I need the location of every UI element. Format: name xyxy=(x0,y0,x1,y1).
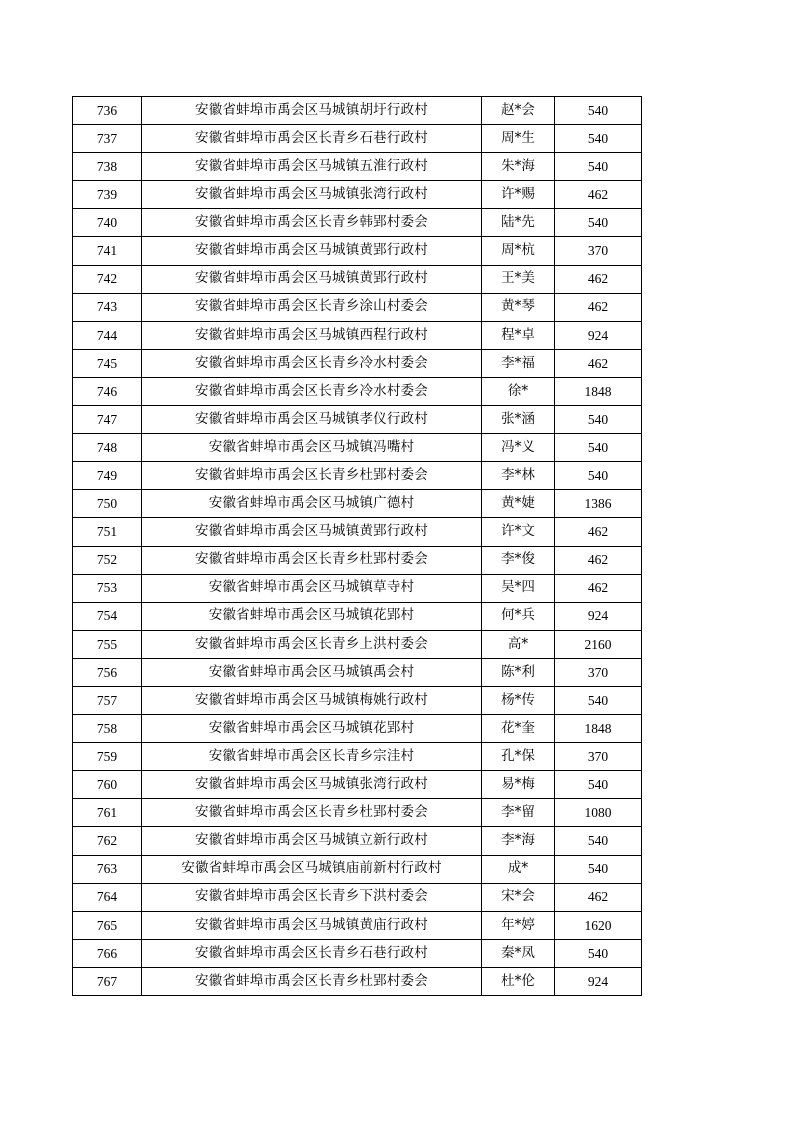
amount-cell: 1848 xyxy=(555,715,642,743)
row-number-cell: 747 xyxy=(73,406,142,434)
address-cell: 安徽省蚌埠市禹会区马城镇庙前新村行政村 xyxy=(142,855,482,883)
amount-cell: 1848 xyxy=(555,377,642,405)
address-cell: 安徽省蚌埠市禹会区长青乡上洪村委会 xyxy=(142,630,482,658)
amount-cell: 462 xyxy=(555,518,642,546)
row-number-cell: 765 xyxy=(73,911,142,939)
address-cell: 安徽省蚌埠市禹会区马城镇张湾行政村 xyxy=(142,181,482,209)
recipient-name-cell: 许*赐 xyxy=(482,181,555,209)
table-row xyxy=(73,153,642,181)
row-number-cell: 756 xyxy=(73,658,142,686)
table-row xyxy=(73,967,642,995)
address-cell: 安徽省蚌埠市禹会区马城镇黄郢行政村 xyxy=(142,237,482,265)
row-number-cell: 750 xyxy=(73,490,142,518)
recipient-name-cell: 易*梅 xyxy=(482,771,555,799)
table-row xyxy=(73,771,642,799)
address-cell: 安徽省蚌埠市禹会区长青乡石巷行政村 xyxy=(142,939,482,967)
table-row xyxy=(73,209,642,237)
recipient-name-cell: 周*生 xyxy=(482,125,555,153)
row-number-cell: 762 xyxy=(73,827,142,855)
address-cell: 安徽省蚌埠市禹会区马城镇张湾行政村 xyxy=(142,771,482,799)
address-cell: 安徽省蚌埠市禹会区马城镇禹会村 xyxy=(142,658,482,686)
amount-cell: 540 xyxy=(555,827,642,855)
address-cell: 安徽省蚌埠市禹会区长青乡杜郢村委会 xyxy=(142,799,482,827)
row-number-cell: 742 xyxy=(73,265,142,293)
table-row xyxy=(73,855,642,883)
row-number-cell: 741 xyxy=(73,237,142,265)
recipient-name-cell: 许*文 xyxy=(482,518,555,546)
address-cell: 安徽省蚌埠市禹会区马城镇花郢村 xyxy=(142,602,482,630)
amount-cell: 540 xyxy=(555,686,642,714)
address-cell: 安徽省蚌埠市禹会区马城镇立新行政村 xyxy=(142,827,482,855)
address-cell: 安徽省蚌埠市禹会区长青乡杜郢村委会 xyxy=(142,967,482,995)
row-number-cell: 751 xyxy=(73,518,142,546)
amount-cell: 540 xyxy=(555,771,642,799)
row-number-cell: 760 xyxy=(73,771,142,799)
table-row xyxy=(73,658,642,686)
recipient-name-cell: 程*卓 xyxy=(482,321,555,349)
table-row xyxy=(73,743,642,771)
recipient-name-cell: 年*婷 xyxy=(482,911,555,939)
recipient-name-cell: 孔*保 xyxy=(482,743,555,771)
address-cell: 安徽省蚌埠市禹会区马城镇草寺村 xyxy=(142,574,482,602)
row-number-cell: 746 xyxy=(73,377,142,405)
table-row xyxy=(73,293,642,321)
table-row xyxy=(73,265,642,293)
amount-cell: 370 xyxy=(555,658,642,686)
table-row xyxy=(73,939,642,967)
amount-cell: 924 xyxy=(555,602,642,630)
amount-cell: 540 xyxy=(555,855,642,883)
amount-cell: 370 xyxy=(555,237,642,265)
amount-cell: 540 xyxy=(555,209,642,237)
recipient-name-cell: 高* xyxy=(482,630,555,658)
row-number-cell: 761 xyxy=(73,799,142,827)
amount-cell: 540 xyxy=(555,406,642,434)
table-row xyxy=(73,546,642,574)
address-cell: 安徽省蚌埠市禹会区长青乡下洪村委会 xyxy=(142,883,482,911)
amount-cell: 1620 xyxy=(555,911,642,939)
recipient-name-cell: 成* xyxy=(482,855,555,883)
amount-cell: 370 xyxy=(555,743,642,771)
table-row xyxy=(73,377,642,405)
address-cell: 安徽省蚌埠市禹会区长青乡石巷行政村 xyxy=(142,125,482,153)
row-number-cell: 743 xyxy=(73,293,142,321)
recipient-name-cell: 杜*伦 xyxy=(482,967,555,995)
recipient-name-cell: 冯*义 xyxy=(482,434,555,462)
address-cell: 安徽省蚌埠市禹会区马城镇花郢村 xyxy=(142,715,482,743)
address-cell: 安徽省蚌埠市禹会区长青乡杜郢村委会 xyxy=(142,462,482,490)
address-cell: 安徽省蚌埠市禹会区马城镇黄郢行政村 xyxy=(142,518,482,546)
address-cell: 安徽省蚌埠市禹会区马城镇广德村 xyxy=(142,490,482,518)
amount-cell: 2160 xyxy=(555,630,642,658)
address-cell: 安徽省蚌埠市禹会区长青乡宗洼村 xyxy=(142,743,482,771)
recipient-name-cell: 李*海 xyxy=(482,827,555,855)
address-cell: 安徽省蚌埠市禹会区马城镇西程行政村 xyxy=(142,321,482,349)
table-row xyxy=(73,406,642,434)
amount-cell: 462 xyxy=(555,574,642,602)
recipient-name-cell: 王*美 xyxy=(482,265,555,293)
row-number-cell: 754 xyxy=(73,602,142,630)
address-cell: 安徽省蚌埠市禹会区长青乡韩郢村委会 xyxy=(142,209,482,237)
amount-cell: 462 xyxy=(555,181,642,209)
recipient-name-cell: 黄*婕 xyxy=(482,490,555,518)
recipient-name-cell: 吴*四 xyxy=(482,574,555,602)
table-row xyxy=(73,181,642,209)
roster-table xyxy=(72,96,642,996)
amount-cell: 540 xyxy=(555,125,642,153)
amount-cell: 540 xyxy=(555,462,642,490)
address-cell: 安徽省蚌埠市禹会区长青乡涂山村委会 xyxy=(142,293,482,321)
roster-table-body xyxy=(73,97,642,996)
row-number-cell: 753 xyxy=(73,574,142,602)
address-cell: 安徽省蚌埠市禹会区马城镇黄庙行政村 xyxy=(142,911,482,939)
address-cell: 安徽省蚌埠市禹会区长青乡杜郢村委会 xyxy=(142,546,482,574)
recipient-name-cell: 赵*会 xyxy=(482,97,555,125)
table-row xyxy=(73,518,642,546)
address-cell: 安徽省蚌埠市禹会区马城镇冯嘴村 xyxy=(142,434,482,462)
amount-cell: 462 xyxy=(555,349,642,377)
amount-cell: 540 xyxy=(555,153,642,181)
amount-cell: 462 xyxy=(555,265,642,293)
row-number-cell: 740 xyxy=(73,209,142,237)
table-row xyxy=(73,574,642,602)
address-cell: 安徽省蚌埠市禹会区马城镇黄郢行政村 xyxy=(142,265,482,293)
recipient-name-cell: 何*兵 xyxy=(482,602,555,630)
row-number-cell: 766 xyxy=(73,939,142,967)
table-row xyxy=(73,349,642,377)
amount-cell: 1386 xyxy=(555,490,642,518)
recipient-name-cell: 李*留 xyxy=(482,799,555,827)
recipient-name-cell: 朱*海 xyxy=(482,153,555,181)
amount-cell: 924 xyxy=(555,321,642,349)
row-number-cell: 745 xyxy=(73,349,142,377)
amount-cell: 462 xyxy=(555,293,642,321)
row-number-cell: 736 xyxy=(73,97,142,125)
recipient-name-cell: 宋*会 xyxy=(482,883,555,911)
row-number-cell: 757 xyxy=(73,686,142,714)
address-cell: 安徽省蚌埠市禹会区马城镇胡圩行政村 xyxy=(142,97,482,125)
row-number-cell: 738 xyxy=(73,153,142,181)
table-row xyxy=(73,125,642,153)
recipient-name-cell: 陆*先 xyxy=(482,209,555,237)
table-row xyxy=(73,715,642,743)
recipient-name-cell: 杨*传 xyxy=(482,686,555,714)
table-row xyxy=(73,911,642,939)
amount-cell: 924 xyxy=(555,967,642,995)
row-number-cell: 755 xyxy=(73,630,142,658)
recipient-name-cell: 黄*琴 xyxy=(482,293,555,321)
recipient-name-cell: 秦*凤 xyxy=(482,939,555,967)
table-row xyxy=(73,434,642,462)
table-row xyxy=(73,237,642,265)
table-row xyxy=(73,630,642,658)
table-row xyxy=(73,97,642,125)
address-cell: 安徽省蚌埠市禹会区长青乡冷水村委会 xyxy=(142,377,482,405)
address-cell: 安徽省蚌埠市禹会区马城镇梅姚行政村 xyxy=(142,686,482,714)
address-cell: 安徽省蚌埠市禹会区长青乡冷水村委会 xyxy=(142,349,482,377)
amount-cell: 540 xyxy=(555,97,642,125)
amount-cell: 1080 xyxy=(555,799,642,827)
amount-cell: 462 xyxy=(555,883,642,911)
amount-cell: 540 xyxy=(555,939,642,967)
recipient-name-cell: 周*杭 xyxy=(482,237,555,265)
row-number-cell: 749 xyxy=(73,462,142,490)
recipient-name-cell: 花*奎 xyxy=(482,715,555,743)
recipient-name-cell: 陈*利 xyxy=(482,658,555,686)
row-number-cell: 737 xyxy=(73,125,142,153)
row-number-cell: 744 xyxy=(73,321,142,349)
recipient-name-cell: 李*福 xyxy=(482,349,555,377)
table-row xyxy=(73,490,642,518)
row-number-cell: 739 xyxy=(73,181,142,209)
recipient-name-cell: 徐* xyxy=(482,377,555,405)
address-cell: 安徽省蚌埠市禹会区马城镇五淮行政村 xyxy=(142,153,482,181)
amount-cell: 462 xyxy=(555,546,642,574)
row-number-cell: 748 xyxy=(73,434,142,462)
table-row xyxy=(73,462,642,490)
row-number-cell: 764 xyxy=(73,883,142,911)
recipient-name-cell: 李*林 xyxy=(482,462,555,490)
table-row xyxy=(73,686,642,714)
row-number-cell: 752 xyxy=(73,546,142,574)
row-number-cell: 759 xyxy=(73,743,142,771)
row-number-cell: 763 xyxy=(73,855,142,883)
recipient-name-cell: 李*俊 xyxy=(482,546,555,574)
address-cell: 安徽省蚌埠市禹会区马城镇孝仪行政村 xyxy=(142,406,482,434)
table-row xyxy=(73,799,642,827)
table-row xyxy=(73,321,642,349)
table-row xyxy=(73,827,642,855)
table-row xyxy=(73,883,642,911)
recipient-name-cell: 张*涵 xyxy=(482,406,555,434)
row-number-cell: 767 xyxy=(73,967,142,995)
row-number-cell: 758 xyxy=(73,715,142,743)
amount-cell: 540 xyxy=(555,434,642,462)
table-row xyxy=(73,602,642,630)
